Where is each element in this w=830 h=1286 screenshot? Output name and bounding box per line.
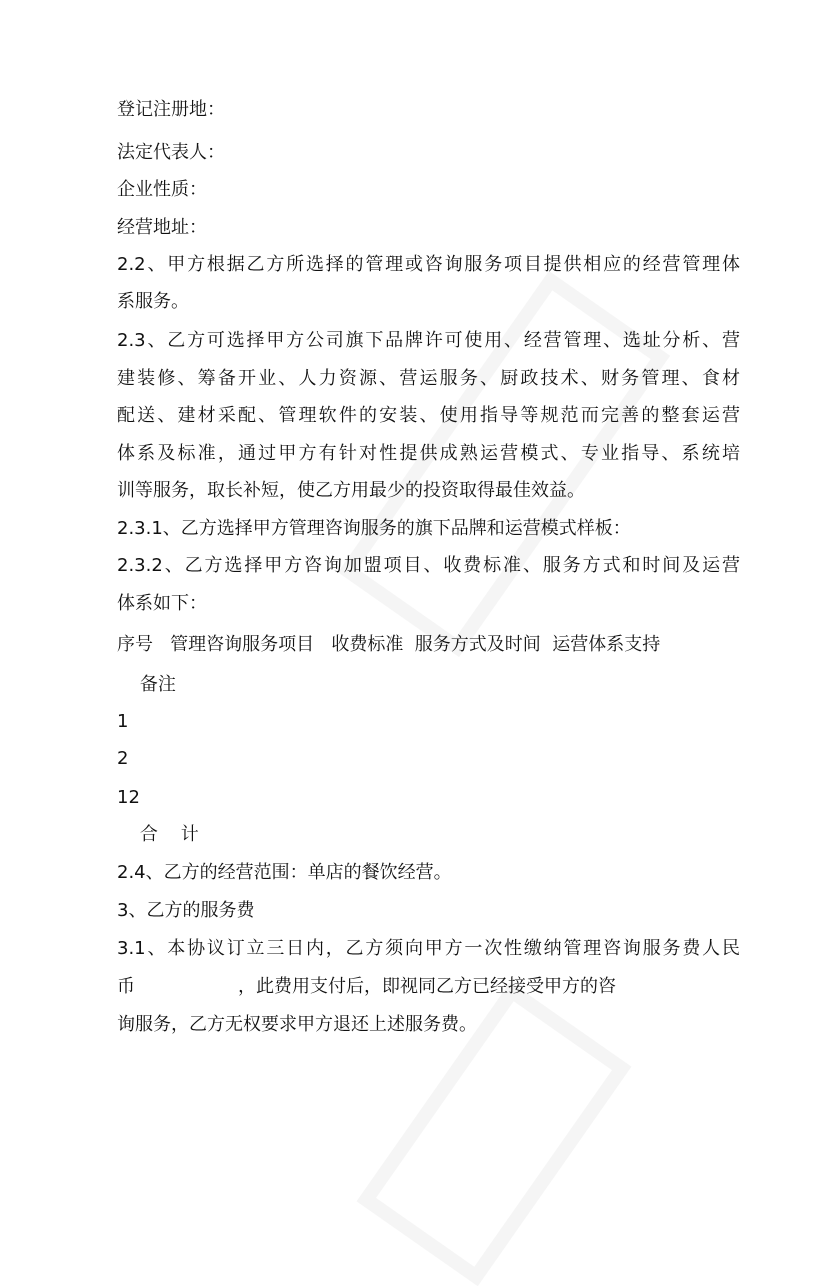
paragraph-line: 询服务，乙方无权要求甲方退还上述服务费。 — [117, 1014, 477, 1035]
table-header-remark: 备注 — [117, 674, 176, 695]
paragraph-line: 2.4、乙方的经营范围：单店的餐饮经营。 — [117, 862, 452, 883]
table-header: 序号 管理咨询服务项目 收费标准 服务方式及时间 运营体系支持 — [117, 634, 661, 655]
paragraph-line: 2.2、甲方根据乙方所选择的管理或咨询服务项目提供相应的经营管理体 — [117, 254, 740, 275]
paragraph-line: 训等服务，取长补短，使乙方用最少的投资取得最佳效益。 — [117, 480, 585, 501]
field-enterprise-nature: 企业性质： — [117, 179, 207, 200]
paragraph-line: 2.3、乙方可选择甲方公司旗下品牌许可使用、经营管理、选址分析、营 — [117, 330, 740, 351]
section-heading: 3、乙方的服务费 — [117, 900, 255, 921]
paragraph-line: 配送、建材采配、管理软件的安装、使用指导等规范而完善的整套运营 — [117, 405, 740, 426]
field-business-address: 经营地址： — [117, 217, 207, 238]
paragraph-line: 系服务。 — [117, 291, 189, 312]
table-row: 2 — [117, 748, 129, 769]
paragraph-line: 建装修、筹备开业、人力资源、营运服务、厨政技术、财务管理、食材 — [117, 368, 740, 389]
paragraph-line: 币 ，此费用支付后，即视同乙方已经接受甲方的咨 — [117, 976, 616, 997]
paragraph-line: 2.3.1、乙方选择甲方管理咨询服务的旗下品牌和运营模式样板： — [117, 518, 631, 539]
table-total: 合 计 — [117, 824, 199, 845]
paragraph-line: 3.1、本协议订立三日内，乙方须向甲方一次性缴纳管理咨询服务费人民 — [117, 938, 740, 959]
table-row: 1 — [117, 711, 129, 732]
table-row: 12 — [117, 787, 140, 808]
field-legal-representative: 法定代表人： — [117, 142, 225, 163]
field-registration-place: 登记注册地： — [117, 99, 225, 120]
paragraph-line: 体系如下： — [117, 593, 207, 614]
paragraph-line: 体系及标准，通过甲方有针对性提供成熟运营模式、专业指导、系统培 — [117, 443, 740, 464]
paragraph-line: 2.3.2、乙方选择甲方咨询加盟项目、收费标准、服务方式和时间及运营 — [117, 555, 740, 576]
